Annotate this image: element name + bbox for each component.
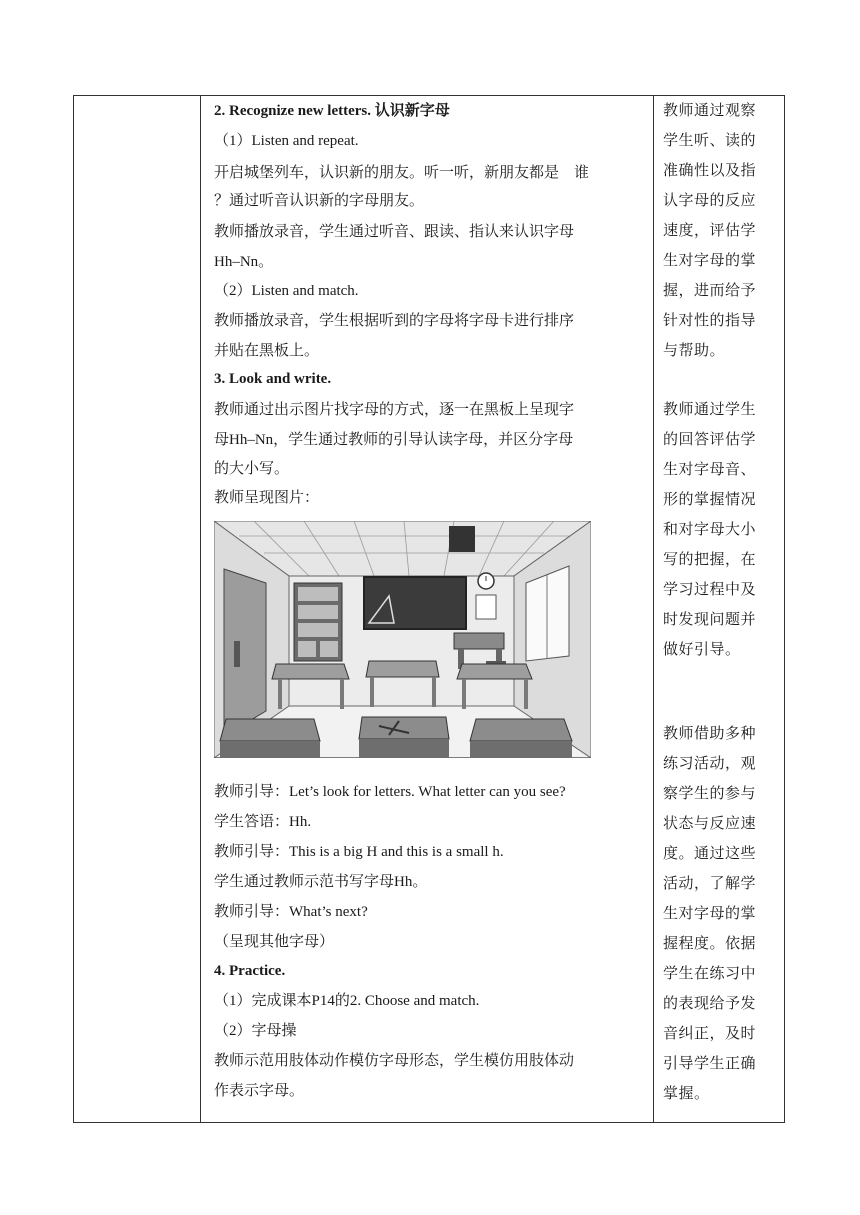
assessment-text: 握，进而给予: [663, 283, 757, 299]
assessment-text: 做好引导。: [663, 642, 741, 658]
assessment-text: 与帮助。: [663, 343, 726, 359]
assessment-text: 认字母的反应: [663, 193, 757, 209]
assessment-text: 教师通过观察: [663, 103, 757, 119]
assessment-text: 状态与反应速: [663, 816, 757, 832]
assessment-text: 的回答评估学: [663, 432, 757, 448]
assessment-text: 生对字母的掌: [663, 906, 757, 922]
assessment-text: 准确性以及指: [663, 163, 757, 179]
body-text: 开启城堡列车，认识新的朋友。听一听，新朋友都是 谁: [214, 165, 590, 181]
body-text: 作表示字母。: [214, 1083, 305, 1099]
body-text: 教师示范用肢体动作模仿字母形态，学生模仿用肢体动: [214, 1053, 575, 1069]
assessment-text: 引导学生正确: [663, 1056, 757, 1072]
assessment-text: 练习活动，观: [663, 756, 757, 772]
column-divider-2: [653, 96, 654, 1122]
assessment-text: 度。通过这些: [663, 846, 757, 862]
assessment-text: 教师通过学生: [663, 402, 757, 418]
assessment-text: 形的掌握情况: [663, 492, 757, 508]
classroom-illustration: [214, 521, 591, 758]
dialog-line: 学生答语：Hh.: [214, 814, 312, 830]
section-heading-practice: 4. Practice.: [214, 963, 286, 979]
dialog-line: 教师引导：What’s next?: [214, 904, 368, 920]
body-text: 教师播放录音，学生通过听音、跟读、指认来认识字母: [214, 224, 575, 240]
step-choose-match: （1）完成课本P14的2. Choose and match.: [214, 993, 480, 1009]
assessment-text: 学生在练习中: [663, 966, 757, 982]
section-heading-recognize: 2. Recognize new letters. 认识新字母: [214, 103, 450, 119]
assessment-text: 和对字母大小: [663, 522, 757, 538]
column-divider-1: [200, 96, 201, 1122]
body-text: 母Hh–Nn，学生通过教师的引导认读字母，并区分字母: [214, 432, 574, 448]
body-text: 教师呈现图片：: [214, 490, 320, 506]
body-text: 教师通过出示图片找字母的方式，逐一在黑板上呈现字: [214, 402, 575, 418]
assessment-text: 的表现给予发: [663, 996, 757, 1012]
assessment-text: 握程度。依据: [663, 936, 757, 952]
assessment-text: 学生听、读的: [663, 133, 757, 149]
step-listen-repeat: （1）Listen and repeat.: [214, 133, 359, 149]
assessment-text: 察学生的参与: [663, 786, 757, 802]
body-text: Hh–Nn。: [214, 254, 274, 270]
dialog-line: 教师引导：Let’s look for letters. What letter can you see?: [214, 784, 566, 800]
assessment-text: 掌握。: [663, 1086, 710, 1102]
body-text: 教师播放录音，学生根据听到的字母将字母卡进行排序: [214, 313, 575, 329]
section-heading-look-write: 3. Look and write.: [214, 371, 332, 387]
assessment-text: 生对字母的掌: [663, 253, 757, 269]
body-text: ？通过听音认识新的字母朋友。: [214, 193, 425, 209]
assessment-text: 速度，评估学: [663, 223, 757, 239]
body-text: 并贴在黑板上。: [214, 343, 320, 359]
body-text: 的大小写。: [214, 461, 290, 477]
assessment-text: 活动，了解学: [663, 876, 757, 892]
assessment-text: 学习过程中及: [663, 582, 757, 598]
assessment-text: 写的把握，在: [663, 552, 757, 568]
assessment-text: 音纠正，及时: [663, 1026, 757, 1042]
step-listen-match: （2）Listen and match.: [214, 283, 359, 299]
assessment-text: 针对性的指导: [663, 313, 757, 329]
dialog-line: 教师引导：This is a big H and this is a small h.: [214, 844, 504, 860]
step-letter-exercise: （2）字母操: [214, 1023, 297, 1039]
dialog-line: （呈现其他字母）: [214, 934, 335, 950]
dialog-line: 学生通过教师示范书写字母Hh。: [214, 874, 428, 890]
lesson-plan-table: [73, 95, 785, 1123]
assessment-text: 教师借助多种: [663, 726, 757, 742]
assessment-text: 生对字母音、: [663, 462, 757, 478]
assessment-text: 时发现问题并: [663, 612, 757, 628]
